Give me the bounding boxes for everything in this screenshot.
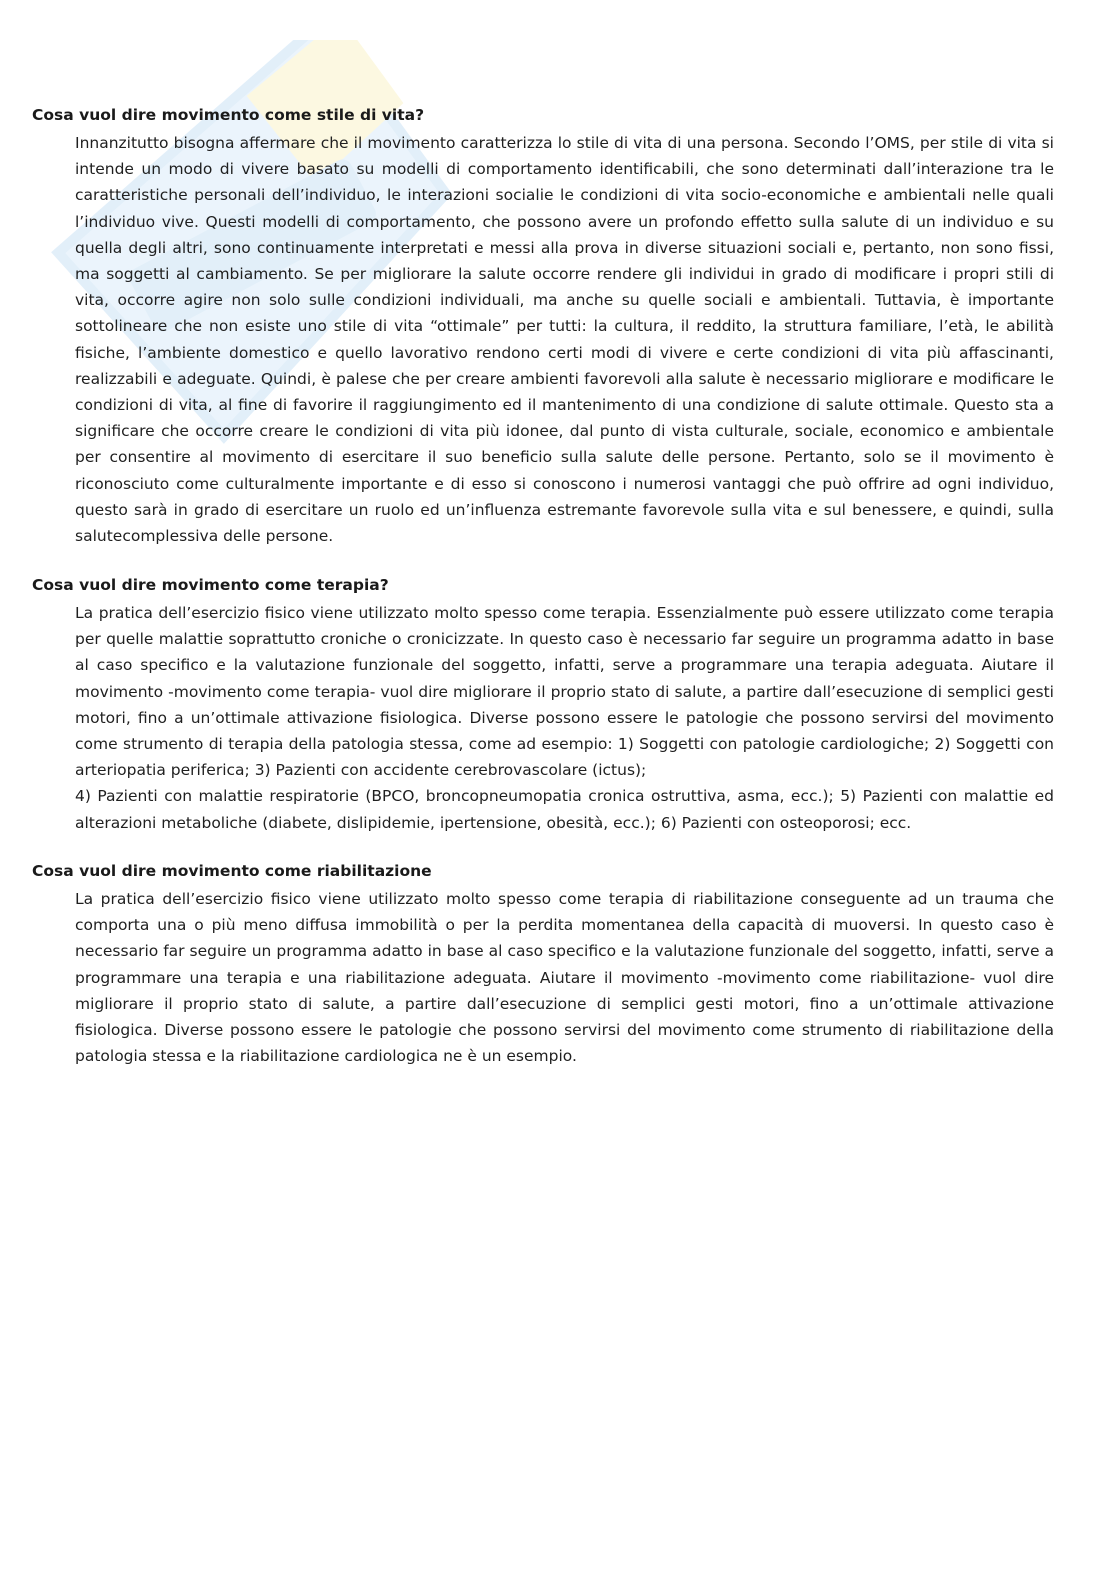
section-stile-di-vita [32,104,1054,549]
section-title: Cosa vuol dire movimento come terapia? [32,576,389,594]
section-body: La pratica dell’esercizio fisico viene utilizzato molto spesso come terapia di riabilitazione conseguente ad un trauma che comporta una o più meno diffusa immobilità o per la perdita momentanea della capacità di muoversi. In questo caso è necessario far seguire un programma adatto in base al caso specifico e la valutazione funzionale del soggetto, infatti, serve a programmare una terapia e una riabilitazione adeguata. Aiutare il movimento -movimento come riabilitazione- vuol dire migliorare il proprio stato di salute, a partire dall’esecuzione di semplici gesti motori, fino a un’ottimale attivazione fisiologica. Diverse possono essere le patologie che possono servirsi del movimento come strumento di riabilitazione della patologia stessa e la riabilitazione cardiologica ne è un esempio. [75,890,1054,1066]
section-riabilitazione [32,860,1054,1069]
section-terapia [32,574,1054,836]
section-title: Cosa vuol dire movimento come stile di vita? [32,106,425,124]
section-title: Cosa vuol dire movimento come riabilitazione [32,862,432,880]
section-body: La pratica dell’esercizio fisico viene utilizzato molto spesso come terapia. Essenzialmente può essere utilizzato come terapia per quelle malattie soprattutto croniche o cronicizzate. In questo caso è necessario far seguire un programma adatto in base al caso specifico e la valutazione funzionale del soggetto, infatti, serve a programmare una terapia adeguata. Aiutare il movimento -movimento come terapia- vuol dire migliorare il proprio stato di salute, a partire dall’esecuzione di semplici gesti motori, fino a un’ottimale attivazione fisiologica. Diverse possono essere le patologie che possono servirsi del movimento come strumento di terapia della patologia stessa, come ad esempio: 1) Soggetti con patologie cardiologiche; 2) Soggetti con arteriopatia periferica; 3) Pazienti con accidente cerebrovascolare (ictus); [75,604,1054,780]
section-body-list: 4) Pazienti con malattie respiratorie (BPCO, broncopneumopatia cronica ostruttiva, asma, ecc.); 5) Pazienti con malattie ed alterazioni metaboliche (diabete, dislipidemie, ipertensione, obesità, ecc.); 6) Pazienti con osteoporosi; ecc. [75,787,1054,832]
section-body: Innanzitutto bisogna affermare che il movimento caratterizza lo stile di vita di una persona. Secondo l’OMS, per stile di vita si intende un modo di vivere basato su modelli di comportamento identificabili, che sono determinati dall’interazione tra le caratteristiche personali dell’individuo, le interazioni socialie le condizioni di vita socio-economiche e ambientali nelle quali l’individuo vive. Questi modelli di comportamento, che possono avere un profondo effetto sulla salute di un individuo e su quella degli altri, sono continuamente interpretati e messi alla prova in diverse situazioni sociali e, pertanto, non sono fissi, ma soggetti al cambiamento. Se per migliorare la salute occorre rendere gli individui in grado di modificare i propri stili di vita, occorre agire non solo sulle condizioni individuali, ma anche su quelle sociali e ambientali. Tuttavia, è importante sottolineare che non esiste uno stile di vita “ottimale” per tutti: la cultura, il reddito, la struttura familiare, l’età, le abilità fisiche, l’ambiente domestico e quello lavorativo rendono certi modi di vivere e certe condizioni di vita più affascinanti, realizzabili e adeguate. Quindi, è palese che per creare ambienti favorevoli alla salute è necessario migliorare e modificare le condizioni di vita, al fine di favorire il raggiungimento ed il mantenimento di una condizione di salute ottimale. Questo sta a significare che occorre creare le condizioni di vita più idonee, dal punto di vista culturale, sociale, economico e ambientale per consentire al movimento di esercitare il suo beneficio sulla salute delle persone. Pertanto, solo se il movimento è riconosciuto come culturalmente importante e di esso si conoscono i numerosi vantaggi che può offrire ad ogni individuo, questo sarà in grado di esercitare un ruolo ed un’influenza estremante favorevole sulla vita e sul benessere, e quindi, sulla salutecomplessiva delle persone. [75,134,1054,546]
